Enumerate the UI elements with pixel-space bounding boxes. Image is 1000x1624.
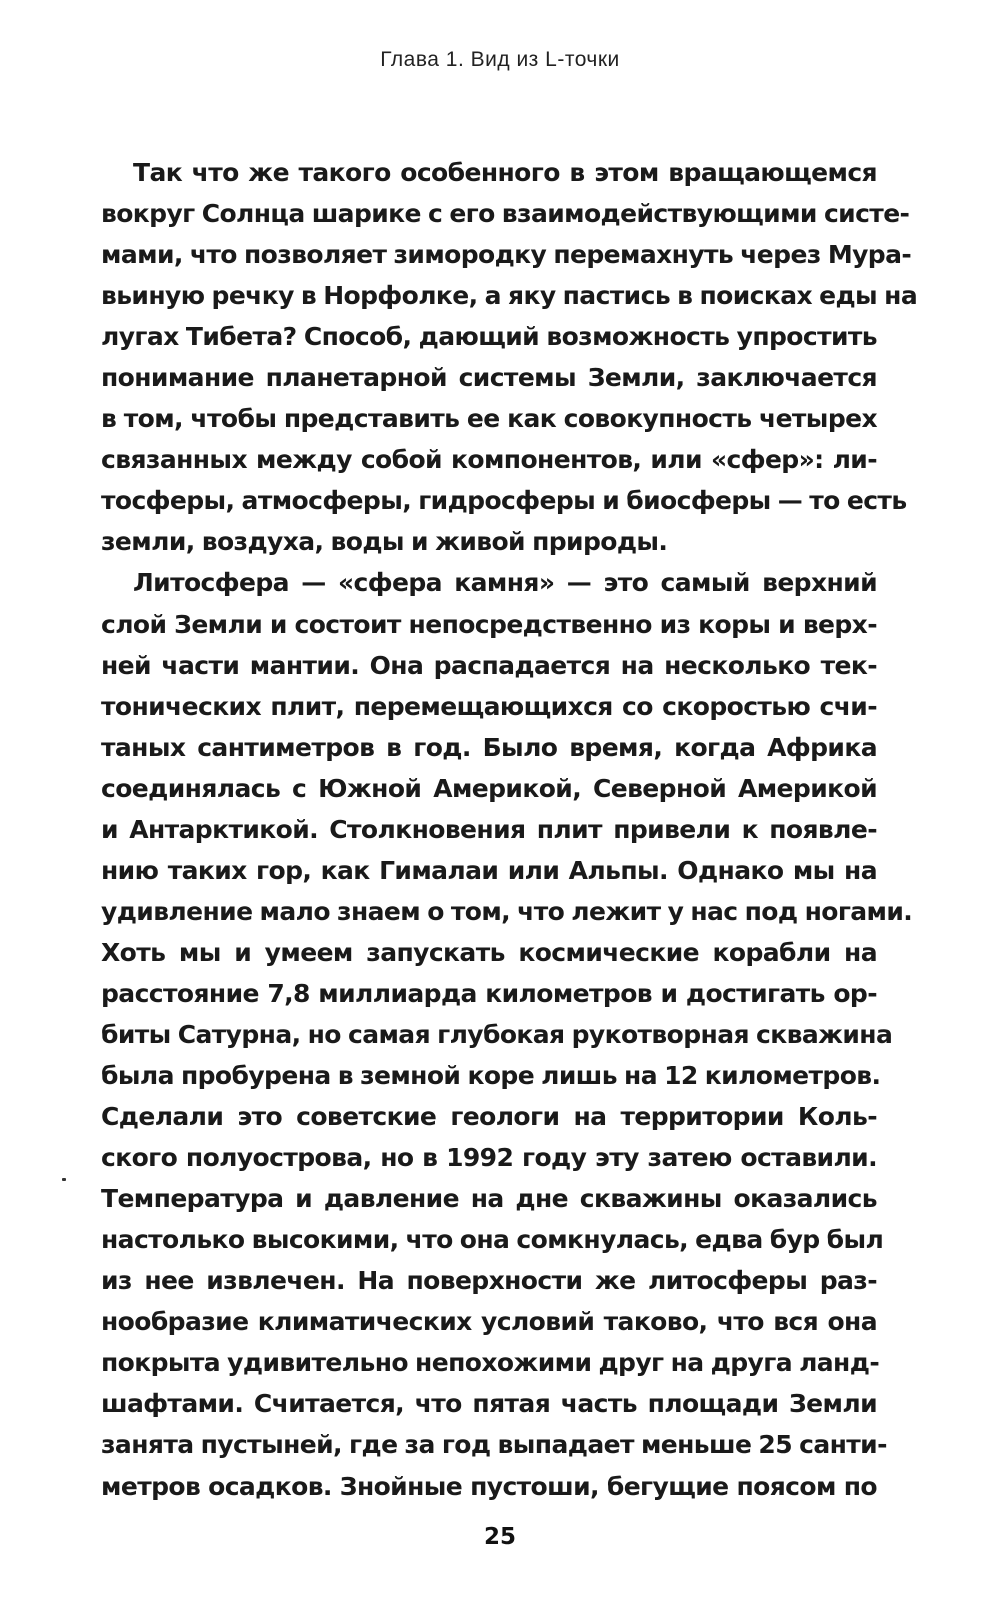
text-line: вьиную речку в Норфолке, а яку пастись в поисках еды на <box>101 281 918 311</box>
text-line: слой Земли и состоит непосредственно из коры и верх- <box>101 609 877 639</box>
text-line: лугах Тибета? Способ, дающий возможность упростить <box>101 322 877 352</box>
text-line: нию таких гор, как Гималаи или Альпы. Однако мы на <box>101 855 877 885</box>
text-line: в том, чтобы представить ее как совокупность четырех <box>101 404 877 434</box>
text-line: Так что же такого особенного в этом вращающемся <box>133 158 877 187</box>
text-line: занята пустыней, где за год выпадает меньше 25 санти- <box>101 1430 887 1460</box>
text-line: шафтами. Считается, что пятая часть площади Земли <box>101 1389 877 1419</box>
text-line: настолько высокими, что она сомкнулась, едва бур был <box>101 1225 884 1255</box>
text-line: тосферы, атмосферы, гидросферы и биосферы — то есть <box>101 486 907 516</box>
text-line: Сделали это советские геологи на территории Коль- <box>101 1102 877 1132</box>
text-line: удивление мало знаем о том, что лежит у нас под ногами. <box>101 896 913 926</box>
text-line: расстояние 7,8 миллиарда километров и достигать ор- <box>101 978 877 1008</box>
text-line: тонических плит, перемещающихся со скоростью счи- <box>101 691 877 721</box>
paragraph-1 <box>101 152 918 562</box>
running-head: Глава 1. Вид из L-точки <box>380 48 620 71</box>
text-line: и Антарктикой. Столкновения плит привели к появле- <box>101 814 877 844</box>
text-line: понимание планетарной системы Земли, заключается <box>101 363 877 393</box>
text-line: ского полуострова, но в 1992 году эту затею оставили. <box>101 1143 877 1173</box>
text-line: связанных между собой компонентов, или «сфер»: ли- <box>101 445 877 475</box>
text-line: таных сантиметров в год. Было время, когда Африка <box>101 732 877 762</box>
text-line: соединялась с Южной Америкой, Северной Америкой <box>101 773 877 803</box>
text-line: нообразие климатических условий таково, что вся она <box>101 1307 877 1337</box>
text-line: из нее извлечен. На поверхности же литосферы раз- <box>101 1266 877 1296</box>
text-line: Хоть мы и умеем запускать космические корабли на <box>101 937 877 967</box>
text-line: покрыта удивительно непохожими друг на друга ланд- <box>101 1348 880 1378</box>
text-line: мами, что позволяет зимородку перемахнуть через Мура- <box>101 240 912 270</box>
text-line: вокруг Солнца шарике с его взаимодействующими систе- <box>101 199 910 229</box>
text-line: биты Сатурна, но самая глубокая рукотворная скважина <box>101 1019 893 1049</box>
text-line: Литосфера — «сфера камня» — это самый верхний <box>133 568 877 598</box>
print-speck <box>62 1178 66 1181</box>
text-line: земли, воздуха, воды и живой природы. <box>101 527 668 557</box>
page-number: 25 <box>483 1524 516 1550</box>
text-line: была пробурена в земной коре лишь на 12 километров. <box>101 1061 881 1091</box>
text-line: ней части мантии. Она распадается на несколько тек- <box>101 650 877 680</box>
text-line: Температура и давление на дне скважины оказались <box>101 1184 877 1214</box>
paragraph-2 <box>101 562 913 1506</box>
text-line: метров осадков. Знойные пустоши, бегущие поясом по <box>101 1471 877 1501</box>
body-text <box>101 152 918 1507</box>
